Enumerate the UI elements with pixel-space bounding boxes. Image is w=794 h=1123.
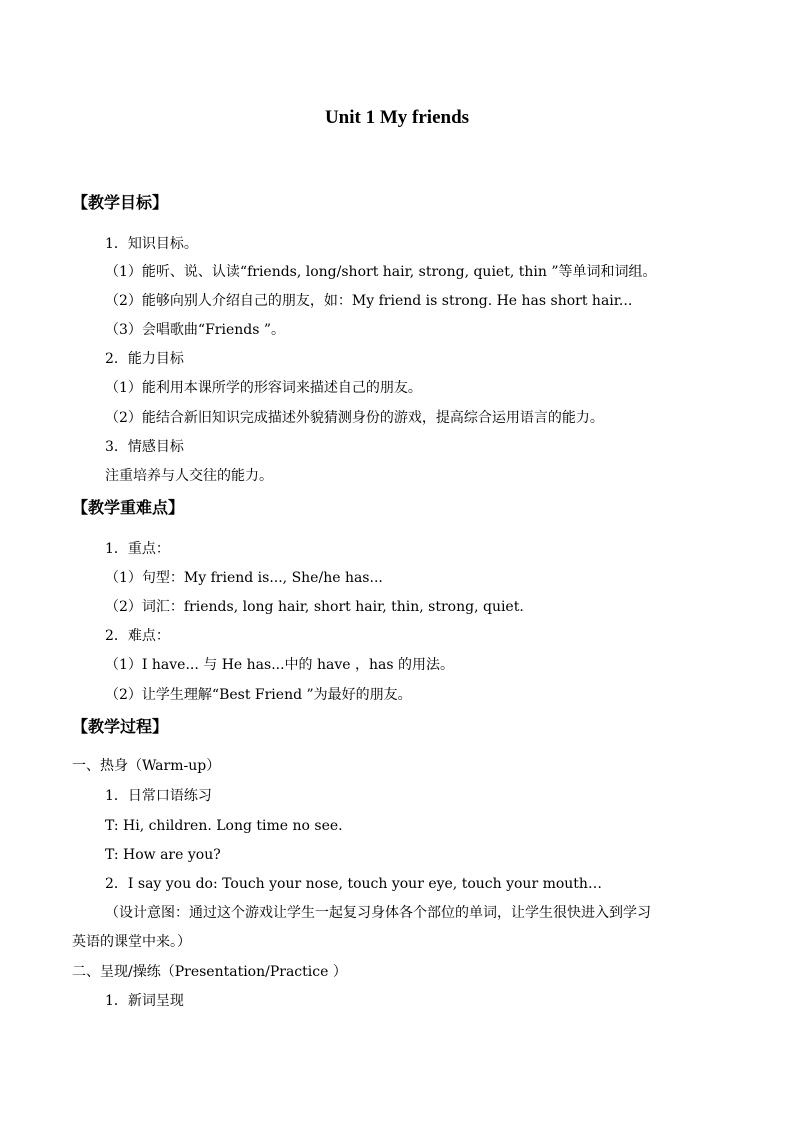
paragraph-line: 1．重点： [105,541,170,557]
paragraph-line: 2．能力目标 [105,351,184,367]
paragraph-line: （2）让学生理解“Best Friend ”为最好的朋友。 [105,687,412,703]
paragraph-line: 二、呈现/操练（Presentation/Practice ） [72,964,347,980]
section-heading-key-points: 【教学重难点】 [72,498,185,517]
section-heading-teaching-process: 【教学过程】 [72,717,169,736]
paragraph-line: （1）能利用本课所学的形容词来描述自己的朋友。 [105,380,422,396]
paragraph-line: （设计意图：通过这个游戏让学生一起复习身体各个部位的单词，让学生很快进入到学习 [105,905,651,921]
section-heading-teaching-goals: 【教学目标】 [72,193,169,212]
paragraph-line: 一、热身（Warm-up） [72,758,221,774]
paragraph-line: T: Hi, children. Long time no see. [105,818,343,834]
paragraph-line: （2）能结合新旧知识完成描述外貌猜测身份的游戏，提高综合运用语言的能力。 [105,410,604,426]
paragraph-line: （1）I have... 与 He has...中的 have ，has 的用法。 [105,657,454,673]
paragraph-line: 注重培养与人交往的能力。 [105,468,273,484]
paragraph-line: （1）能听、说、认读“friends, long/short hair, strong, quiet, thin ”等单词和词组。 [105,264,657,280]
paragraph-line: 1．知识目标。 [105,236,198,252]
paragraph-line: 3．情感目标 [105,439,184,455]
document-title: Unit 1 My friends [324,107,470,128]
paragraph-line: （3）会唱歌曲“Friends ”。 [105,322,286,338]
paragraph-line: （2）能够向别人介绍自己的朋友，如：My friend is strong. He has short hair... [105,293,633,309]
paragraph-line: （2）词汇：friends, long hair, short hair, thin, strong, quiet. [105,599,524,615]
paragraph-line: 2．I say you do: Touch your nose, touch your eye, touch your mouth… [105,876,602,892]
paragraph-line: T: How are you? [105,847,221,863]
paragraph-line: 1．日常口语练习 [105,788,212,804]
paragraph-line: 2．难点： [105,628,170,644]
paragraph-line: 英语的课堂中来。） [72,934,191,950]
paragraph-line: 1．新词呈现 [105,993,184,1009]
paragraph-line: （1）句型：My friend is..., She/he has... [105,570,383,586]
